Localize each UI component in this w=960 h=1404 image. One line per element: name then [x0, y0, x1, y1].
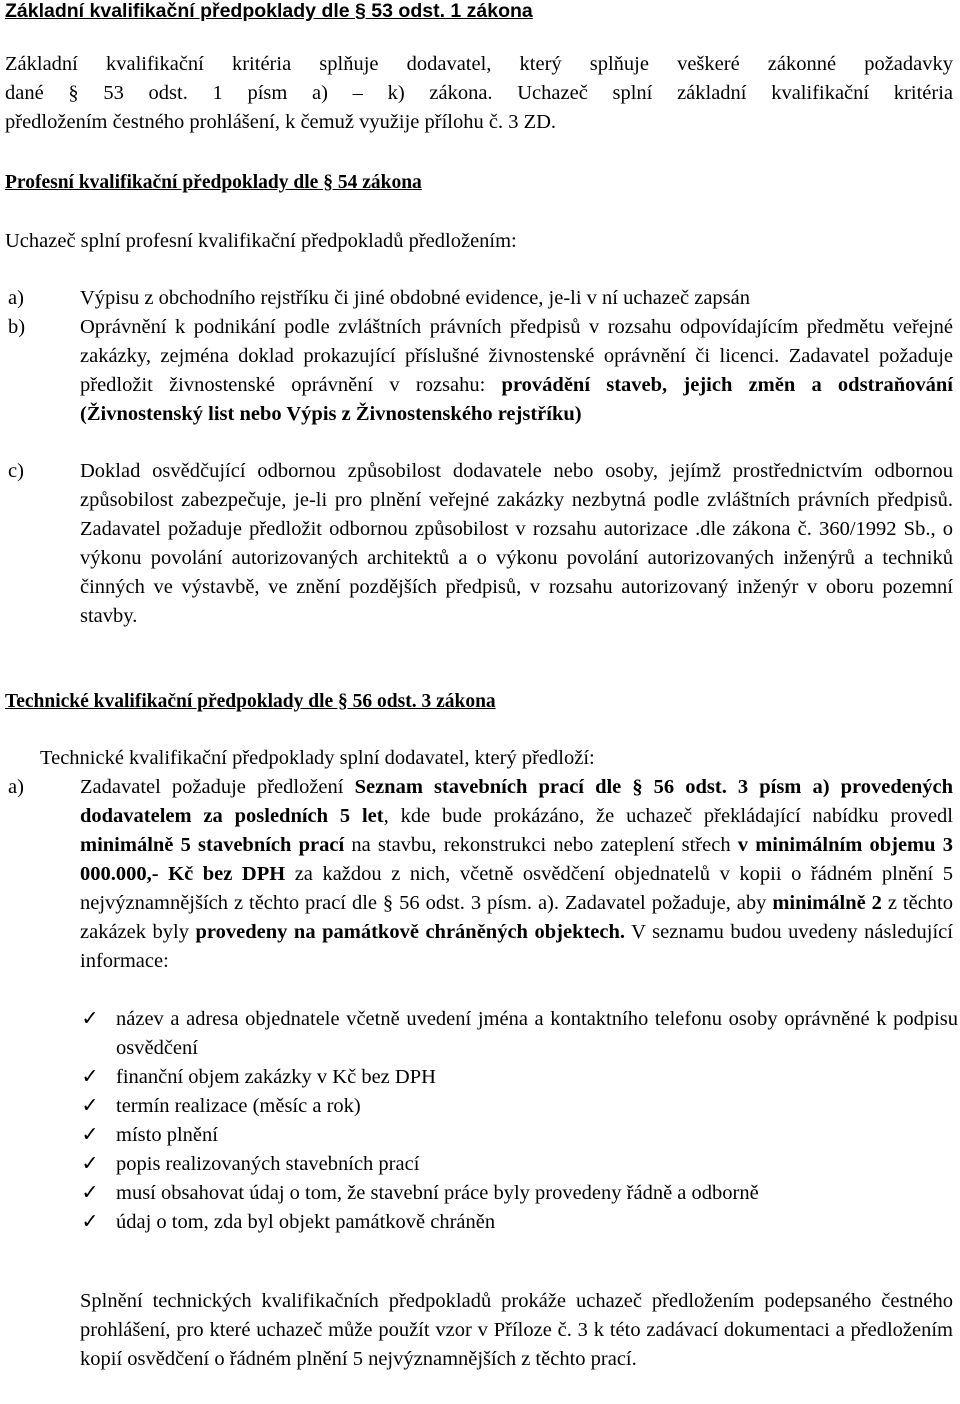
check-item-text: finanční objem zakázky v Kč bez DPH — [116, 1066, 436, 1088]
list-label: a) — [8, 287, 24, 309]
checkmark-icon: ✓ — [81, 1153, 99, 1175]
text-run: Zadavatel požaduje předložení — [80, 776, 355, 798]
list-text — [80, 773, 953, 976]
bold-run: minimálně 2 — [772, 892, 882, 914]
list-text-regular: Oprávnění k podnikání podle zvláštních právních předpisů v rozsahu odpovídajícím předmětu veřejné zakázky, zejména doklad prokazující příslušné živnostenské oprávnění či licenci. Zadavatel požaduje předložit živnostenské oprávnění v rozsahu: — [80, 316, 953, 396]
bold-run: minimálně 5 stavebních prací — [80, 834, 345, 856]
bold-run: v minimálním objemu 3 000.000,- Kč bez DPH — [80, 834, 953, 885]
list-text: Výpisu z obchodního rejstříku či jiné obdobné evidence, je-li v ní uchazeč zapsán — [80, 287, 751, 309]
text-run: na stavbu, rekonstrukci nebo zateplení střech — [344, 834, 738, 856]
check-item-text: musí obsahovat údaj o tom, že stavební práce byly provedeny řádně a odborně — [116, 1182, 759, 1204]
section-heading-professional: Profesní kvalifikační předpoklady dle § 54 zákona — [5, 172, 422, 193]
text-run: , kde bude prokázáno, že uchazeč překládající nabídku provedl — [383, 805, 954, 827]
check-item — [78, 1150, 958, 1179]
bold-run: provedeny na památkově chráněných objektech. — [195, 921, 626, 943]
basic-paragraph-line-1: Základní kvalifikační kritéria splňuje dodavatel, který splňuje veškeré zákonné požadavky — [5, 53, 953, 75]
professional-intro: Uchazeč splní profesní kvalifikační předpokladů předložením: — [5, 230, 517, 252]
basic-paragraph-line-2: dané § 53 odst. 1 písm a) – k) zákona. Uchazeč splní základní kvalifikační kritéria — [5, 82, 953, 104]
checkmark-icon: ✓ — [81, 1211, 99, 1233]
text-run: za každou z nich, včetně osvědčení objednatelů v kopii o řádném plnění 5 nejvýznamnějších z těchto prací dle § 56 odst. 3 písm. a). Zadavatel požaduje, aby — [80, 863, 953, 914]
check-item-text: název a adresa objednatele včetně uvedení jména a kontaktního telefonu osoby oprávněné k podpisu osvědčení — [116, 1008, 958, 1059]
checkmark-icon: ✓ — [81, 1008, 99, 1030]
list-text — [80, 313, 953, 429]
check-item — [78, 1063, 958, 1092]
law-number: 360/1992 Sb. — [819, 518, 931, 540]
closing-paragraph: Splnění technických kvalifikačních předpokladů prokáže uchazeč předložením podepsaného čestného prohlášení, pro které uchazeč může použít vzor v Příloze č. 3 k této zadávací dokumentaci a předložením kopií osvědčení o řádném plnění 5 nejvýznamnějších z těchto prací. — [80, 1290, 953, 1370]
check-item — [78, 1208, 958, 1237]
list-label: c) — [8, 460, 24, 482]
technical-intro: Technické kvalifikační předpoklady splní dodavatel, který předloží: — [40, 747, 595, 769]
check-item — [78, 1092, 958, 1121]
list-text-regular: Doklad osvědčující odbornou způsobilost dodavatele nebo osoby, jejímž prostřednictvím odbornou způsobilost zabezpečuje, je-li pro plnění veřejné zakázky nezbytná podle zvláštních právních předpisů. Zadavatel požaduje předložit odbornou způsobilost v rozsahu autorizace .dle zákona č. — [80, 460, 953, 540]
section-heading-technical: Technické kvalifikační předpoklady dle § 56 odst. 3 zákona — [5, 691, 496, 712]
list-label: a) — [8, 776, 24, 798]
list-text-bold: provádění staveb, jejich změn a odstraňování (Živnostenský list nebo Výpis z Živnostenského rejstříku) — [80, 374, 953, 425]
list-label: b) — [8, 316, 26, 338]
list-text-regular: , o výkonu povolání autorizovaných architektů a o výkonu povolání autorizovaných inženýrů a techniků činných ve výstavbě, ve znění pozdějších předpisů, v rozsahu autorizovaný inženýr v oboru pozemní stavby. — [80, 518, 954, 627]
list-item-a-technical — [8, 773, 953, 976]
check-item — [78, 1005, 958, 1063]
check-item — [78, 1121, 958, 1150]
list-item-c — [8, 457, 953, 631]
checkmark-icon: ✓ — [81, 1066, 99, 1088]
check-item — [78, 1179, 958, 1208]
text-run: z těchto zakázek byly — [80, 892, 953, 943]
checkmark-icon: ✓ — [81, 1124, 99, 1146]
list-item-b — [8, 313, 953, 429]
check-item-text: místo plnění — [116, 1124, 218, 1146]
check-item-text: údaj o tom, zda byl objekt památkově chráněn — [116, 1211, 496, 1233]
basic-paragraph-line-3: předložením čestného prohlášení, k čemuž využije přílohu č. 3 ZD. — [5, 111, 557, 133]
bold-run: Seznam stavebních prací dle § 56 odst. 3 písm a) provedených dodavatelem za posledních 5 let — [80, 776, 953, 827]
list-text — [80, 457, 953, 631]
check-item-text: termín realizace (měsíc a rok) — [116, 1095, 361, 1117]
check-item-text: popis realizovaných stavebních prací — [116, 1153, 420, 1175]
checkmark-icon: ✓ — [81, 1182, 99, 1204]
list-item-a — [8, 284, 953, 313]
text-run: V seznamu budou uvedeny následující informace: — [80, 921, 953, 972]
section-heading-basic: Základní kvalifikační předpoklady dle § 53 odst. 1 zákona — [5, 0, 533, 22]
checkmark-icon: ✓ — [81, 1095, 99, 1117]
